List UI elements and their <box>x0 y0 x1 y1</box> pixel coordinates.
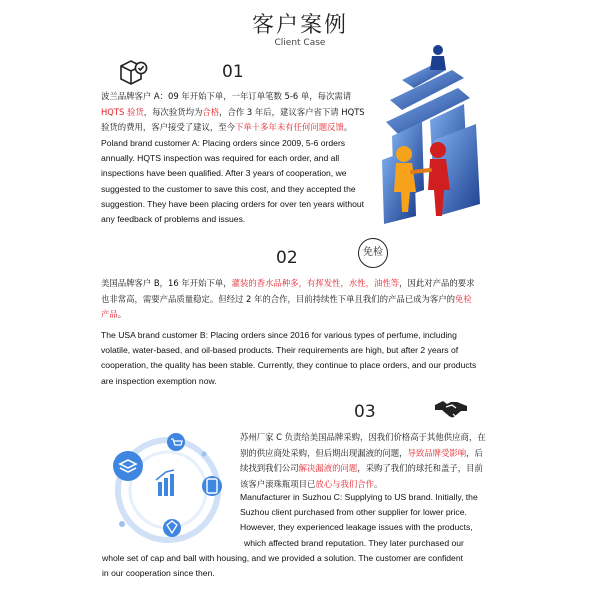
exemption-badge-label: 免检 <box>363 247 383 258</box>
teamwork-illustration <box>372 40 492 230</box>
case-3-english-line: whole set of cap and ball with housing, and we provided a solution. The customer are confident <box>102 553 464 563</box>
case-1-english-text: Poland brand customer A: Placing orders since 2009, 5-6 orders annually. HQTS inspection was required for each order, and all inspections have been qualified. After 3 years of cooperation, we suggested to the customer to save this cost, and they accepted the suggestion. They have been placing orders for over ten years without any feedback of problems and issues. <box>101 138 365 225</box>
cart-icon <box>167 433 185 451</box>
page-title: 客户案例 <box>251 13 348 38</box>
highlight-text: 免检产品 <box>101 293 472 319</box>
diamond-icon <box>163 519 181 537</box>
case-3-english-lines <box>240 490 500 551</box>
case-3-english-line: which affected brand reputation. They later purchased our <box>244 537 464 548</box>
body-text: ，每次验货均为 <box>143 106 203 117</box>
highlight-text: 放心与我们合作 <box>315 478 374 489</box>
body-text: 苏州厂家 C 负责给美国品牌采购，因我们价格高于其他供应商，在别的供应商处采购，但后期出现漏液的问题， <box>240 432 486 458</box>
case-3-english-line: in our cooperation since then. <box>102 568 215 578</box>
highlight-text: HQTS 验货 <box>101 106 144 117</box>
case-2-english-text: The USA brand customer B: Placing orders since 2016 for various types of perfume, including volatile, water-based, and oil-based products. Their requirements are high, but after 2 years of cooperation, the quality has been stable. Currently, they continue to place orders, and our products are inspection exemption now. <box>101 330 477 386</box>
box-check-icon <box>118 58 148 86</box>
body-text: 波兰品牌客户 A：09 年开始下单，一年订单笔数 5-6 单，每次需请 <box>101 91 352 101</box>
highlight-text: 下单十多年未有任何问题反馈 <box>235 122 344 132</box>
body-text: 。 <box>117 309 127 319</box>
growth-chart-icon <box>156 470 174 496</box>
body-text: 。 <box>343 122 353 132</box>
case-2-chinese-text <box>101 276 479 323</box>
body-text: 验货的费用，客户接受了建议，至今 <box>101 122 235 132</box>
body-text: ，因此对产品的要求也非常高，需要产品质量稳定。但经过 2 年的合作，目前持续性下单且我们的产品已成为客户的 <box>101 278 475 304</box>
case-1-chinese-text <box>101 89 369 136</box>
page-subtitle: Client Case <box>274 38 326 48</box>
highlight-text: 合格 <box>202 106 220 117</box>
exemption-badge <box>358 238 388 268</box>
case-3-english-line: However, they experienced leakage issues with the products, <box>240 522 473 533</box>
case-1-number: 01 <box>222 62 244 82</box>
case-3-number: 03 <box>354 402 376 422</box>
body-text: 。 <box>374 478 383 489</box>
body-text: ，采购了我们的球托和盖子，目前该客户滚珠瓶项目已 <box>240 463 483 489</box>
service-ring-illustration <box>100 424 230 554</box>
case-2-number: 02 <box>276 248 298 268</box>
body-text: ，后续找到我们公司 <box>240 447 483 473</box>
body-text: 美国品牌客户 B，16 年开始下单， <box>101 278 232 288</box>
case-3-english-line: Manufacturer in Suzhou C: Supplying to US brand. Initially, the <box>240 492 478 502</box>
case-3-english-line: Suzhou client purchased from other supplier for lower price. <box>240 507 467 518</box>
highlight-text: 导致品牌受影响 <box>407 447 467 458</box>
case-3-chinese-text <box>240 430 490 492</box>
handshake-icon <box>434 397 468 423</box>
stack-icon <box>113 451 143 481</box>
highlight-text: 灌装的香水品种多，有挥发性，水性，油性等 <box>231 278 400 288</box>
tablet-icon <box>202 476 222 496</box>
highlight-text: 解决漏液的问题 <box>298 463 358 473</box>
body-text: ，合作 3 年后，建议客户省下请 HQTS <box>219 106 365 117</box>
